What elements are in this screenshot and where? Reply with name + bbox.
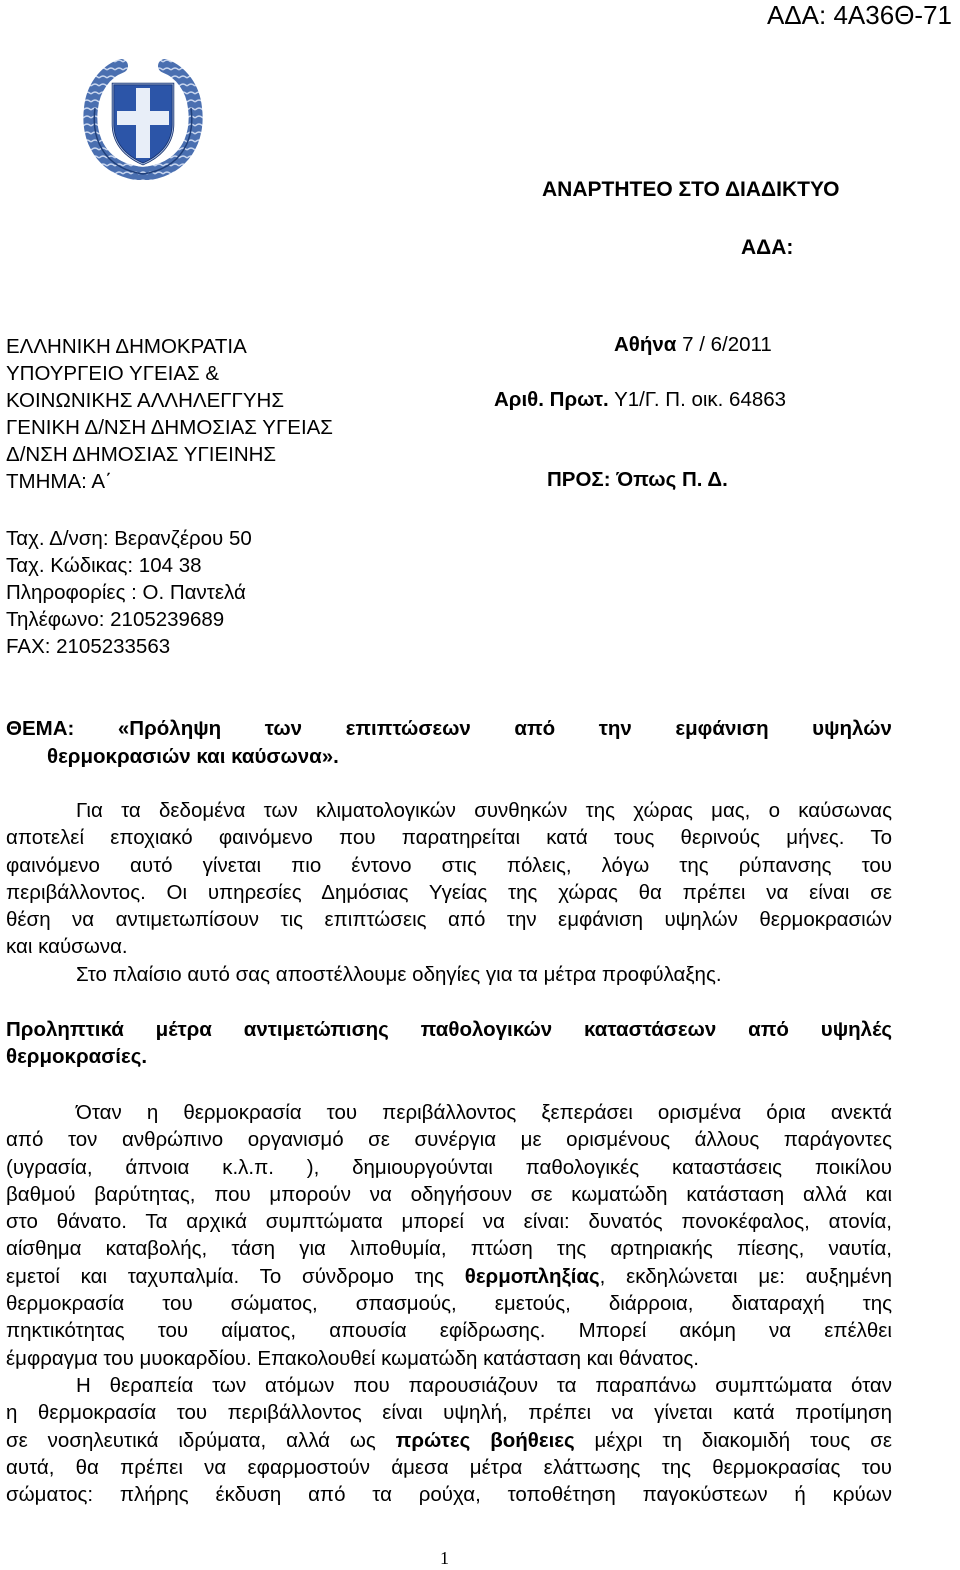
- paragraph-line: στο θάνατο. Τα αρχικά συμπτώματα μπορεί να είναι: δυνατός πονοκέφαλος, ατονία,: [6, 1210, 892, 1234]
- subject-line-1: [6, 717, 892, 741]
- paragraph-line: Για τα δεδομένα των κλιματολογικών συνθηκών της χώρας μας, ο καύσωνας: [76, 799, 892, 822]
- sender-block: [6, 333, 333, 495]
- paragraph-line: [6, 1263, 892, 1290]
- protocol-value: Υ1/Γ. Π. οικ. 64863: [614, 388, 787, 411]
- sender-line: ΚΟΙΝΩΝΙΚΗΣ ΑΛΛΗΛΕΓΓΥΗΣ: [6, 389, 284, 412]
- paragraph-line: [6, 1427, 892, 1454]
- text-run: εμετοί και ταχυπαλμία. Το σύνδρομο της: [6, 1264, 465, 1288]
- intro-paragraph: [6, 797, 892, 988]
- subject-word: εμφάνιση: [675, 717, 769, 740]
- post-online-label: ΑΝΑΡΤΗΤΕΟ ΣΤΟ ΔΙΑΔΙΚΤΥΟ: [542, 178, 840, 201]
- text-run: σε νοσηλευτικά ιδρύματα, αλλά ως: [6, 1428, 396, 1452]
- subject-word: την: [598, 717, 632, 740]
- subject-word: υψηλών: [812, 717, 892, 740]
- paragraph-line: αίσθημα καταβολής, τάση για λιποθυμία, πτώση της αρτηριακής πίεσης, ναυτία,: [6, 1237, 892, 1261]
- greek-coat-of-arms-emblem: [83, 58, 203, 180]
- text-run: μέχρι τη διακομιδή τους σε: [574, 1428, 892, 1452]
- contact-line: Τηλέφωνο: 2105239689: [6, 608, 225, 631]
- paragraph-line: αυτά, θα πρέπει να εφαρμοστούν άμεσα μέτρα ελάττωσης της θερμοκρασίας του: [6, 1455, 892, 1479]
- subject-word: από: [514, 717, 556, 740]
- recipient-line: ΠΡΟΣ: Όπως Π. Δ.: [547, 468, 728, 491]
- sender-line: Δ/ΝΣΗ ΔΗΜΟΣΙΑΣ ΥΓΙΕΙΝΗΣ: [6, 443, 277, 466]
- date-line: [614, 333, 772, 357]
- body-paragraph-2: [6, 1372, 892, 1508]
- paragraph-line: η θερμοκρασία του περιβάλλοντος είναι υψηλή, πρέπει να γίνεται κατά προτίμηση: [6, 1401, 892, 1425]
- paragraph-line: βαθμού βαρύτητας, που μπορούν να οδηγήσουν σε κωματώδη κατάσταση αλλά και: [6, 1182, 892, 1206]
- paragraph-line: και καύσωνα.: [6, 935, 128, 959]
- paragraph-line: Όταν η θερμοκρασία του περιβάλλοντος ξεπεράσει ορισμένα όρια ανεκτά: [76, 1101, 892, 1124]
- section-title-line: Προληπτικά μέτρα αντιμετώπισης παθολογικών καταστάσεων από υψηλές: [6, 1018, 892, 1041]
- subject-word: «Πρόληψη: [117, 717, 222, 740]
- contact-line: Ταχ. Κώδικας: 104 38: [6, 554, 202, 577]
- section-title: [6, 1016, 892, 1071]
- date-value: 7 / 6/2011: [682, 333, 772, 356]
- bold-term-heatstroke: θερμοπληξίας: [464, 1264, 600, 1288]
- date-label: Αθήνα: [614, 333, 677, 356]
- protocol-label: Αριθ. Πρωτ.: [494, 388, 609, 411]
- paragraph-line: από τον ανθρώπινο οργανισμό σε συνέργια με ορισμένους άλλους παράγοντες: [6, 1128, 892, 1152]
- paragraph-line: Στο πλαίσιο αυτό σας αποστέλλουμε οδηγίες για τα μέτρα προφύλαξης.: [76, 962, 722, 986]
- contact-line: Ταχ. Δ/νση: Βερανζέρου 50: [6, 527, 252, 550]
- subject-word: επιπτώσεων: [345, 717, 471, 740]
- subject-line-2: θερμοκρασιών και καύσωνα».: [47, 745, 339, 768]
- page-number: 1: [440, 1548, 449, 1568]
- body-paragraph-1: [6, 1099, 892, 1372]
- paragraph-line: θερμοκρασία του σώματος, σπασμούς, εμετούς, διάρροια, διαταραχή της: [6, 1292, 892, 1316]
- paragraph-line: πηκτικότητας του αίματος, απουσία εφίδρωσης. Μπορεί ακόμη να επέλθει: [6, 1319, 892, 1343]
- contact-line: FAX: 2105233563: [6, 635, 171, 658]
- sender-line: ΤΜΗΜΑ: Α΄: [6, 470, 112, 493]
- sender-line: ΕΛΛΗΝΙΚΗ ΔΗΜΟΚΡΑΤΙΑ: [6, 335, 247, 358]
- paragraph-line: έμφραγμα του μυοκαρδίου. Επακολουθεί κωματώδη κατάσταση και θάνατος.: [6, 1346, 699, 1370]
- bold-term-first-aid: πρώτες βοήθειες: [395, 1428, 575, 1452]
- subject-word: των: [264, 717, 303, 740]
- subject-word: ΘΕΜΑ:: [6, 717, 75, 740]
- protocol-line: [494, 388, 786, 412]
- ada-code: ΑΔΑ: 4Α36Θ-71: [766, 0, 952, 30]
- text-run: , εκδηλώνεται με: αυξημένη: [599, 1264, 892, 1288]
- sender-line: ΥΠΟΥΡΓΕΙΟ ΥΓΕΙΑΣ &: [6, 362, 220, 385]
- contact-line: Πληροφορίες : Ο. Παντελά: [6, 581, 246, 604]
- paragraph-line: περιβάλλοντος. Οι υπηρεσίες Δημόσιας Υγείας της χώρας θα πρέπει να είναι σε: [6, 880, 892, 904]
- paragraph-line: φαινόμενο αυτό γίνεται πιο έντονο στις πόλεις, λόγω της ρύπανσης του: [6, 853, 892, 877]
- ada-label: ΑΔΑ:: [741, 236, 794, 259]
- paragraph-line: (υγρασία, άπνοια κ.λ.π. ), δημιουργούνται παθολογικές καταστάσεις ποικίλου: [6, 1155, 892, 1179]
- sender-line: ΓΕΝΙΚΗ Δ/ΝΣΗ ΔΗΜΟΣΙΑΣ ΥΓΕΙΑΣ: [6, 416, 333, 439]
- paragraph-line: σώματος: πλήρης έκδυση από τα ρούχα, τοποθέτηση παγοκύστεων ή κρύων: [6, 1483, 892, 1507]
- paragraph-line: θέση να αντιμετωπίσουν τις επιπτώσεις από την εμφάνιση υψηλών θερμοκρασιών: [6, 908, 892, 932]
- contact-block: [6, 525, 252, 660]
- paragraph-line: αποτελεί εποχιακό φαινόμενο που παρατηρείται κατά τους θερινούς μήνες. Το: [6, 826, 892, 850]
- section-title-line: θερμοκρασίες.: [6, 1045, 148, 1069]
- paragraph-line: Η θεραπεία των ατόμων που παρουσιάζουν τα παραπάνω συμπτώματα όταν: [76, 1374, 892, 1397]
